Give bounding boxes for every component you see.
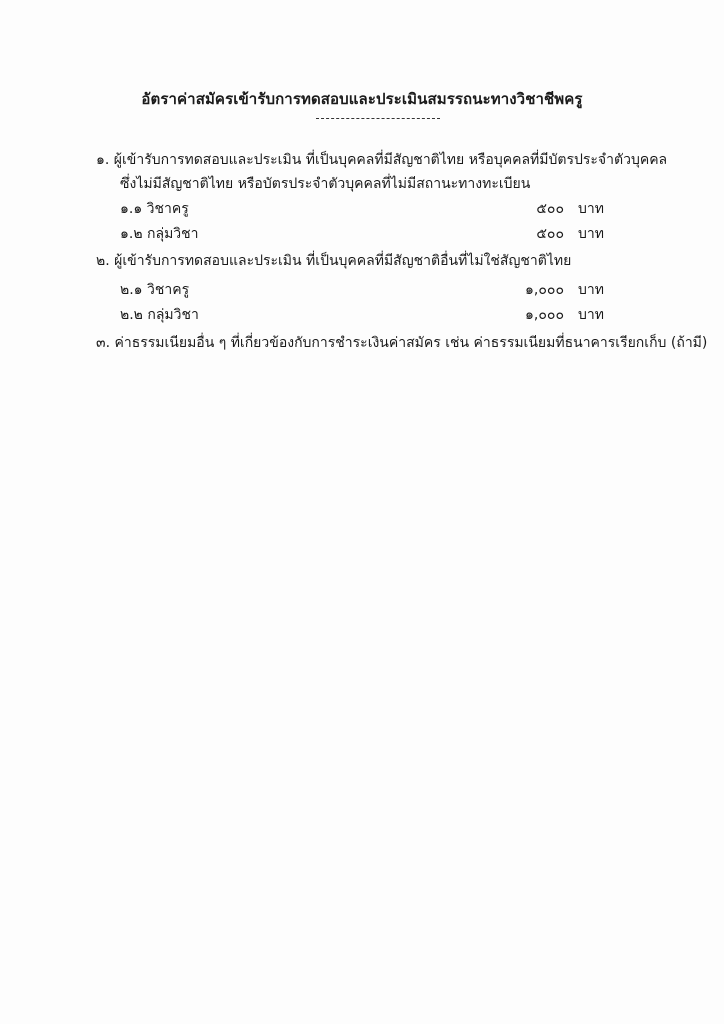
section-1-heading-line-1: ๑. ผู้เข้ารับการทดสอบและประเมิน ที่เป็นบุคคลที่มีสัญชาติไทย หรือบุคคลที่มีบัตรประจำตัวบุคคล — [96, 152, 668, 168]
item-2-1-amount: ๑,๐๐๐ — [525, 282, 564, 298]
item-2-1-label: ๒.๑ วิชาครู — [120, 282, 190, 298]
item-2-1-unit: บาท — [578, 282, 604, 298]
item-1-2-amount: ๕๐๐ — [536, 226, 564, 242]
section-2-heading: ๒. ผู้เข้ารับการทดสอบและประเมิน ที่เป็นบุคคลที่มีสัญชาติอื่นที่ไม่ใช่สัญชาติไทย — [96, 253, 572, 269]
item-1-2-label: ๑.๒ กลุ่มวิชา — [120, 226, 199, 242]
item-2-2-label: ๒.๒ กลุ่มวิชา — [120, 307, 199, 323]
page-title: อัตราค่าสมัครเข้ารับการทดสอบและประเมินสมรรถนะทางวิชาชีพครู — [141, 90, 583, 108]
section-3-heading: ๓. ค่าธรรมเนียมอื่น ๆ ที่เกี่ยวข้องกับการชำระเงินค่าสมัคร เช่น ค่าธรรมเนียมที่ธนาคารเรียกเก็บ (ถ้ามี) — [96, 335, 708, 351]
item-1-1-amount: ๕๐๐ — [536, 201, 564, 217]
item-2-2-unit: บาท — [578, 307, 604, 323]
item-1-1-label: ๑.๑ วิชาครู — [120, 201, 189, 217]
title-divider — [316, 118, 440, 119]
item-1-1-unit: บาท — [578, 201, 604, 217]
item-1-2-unit: บาท — [578, 226, 604, 242]
section-1-heading-line-2: ซึ่งไม่มีสัญชาติไทย หรือบัตรประจำตัวบุคคลที่ไม่มีสถานะทางทะเบียน — [120, 176, 531, 192]
item-2-2-amount: ๑,๐๐๐ — [525, 307, 564, 323]
